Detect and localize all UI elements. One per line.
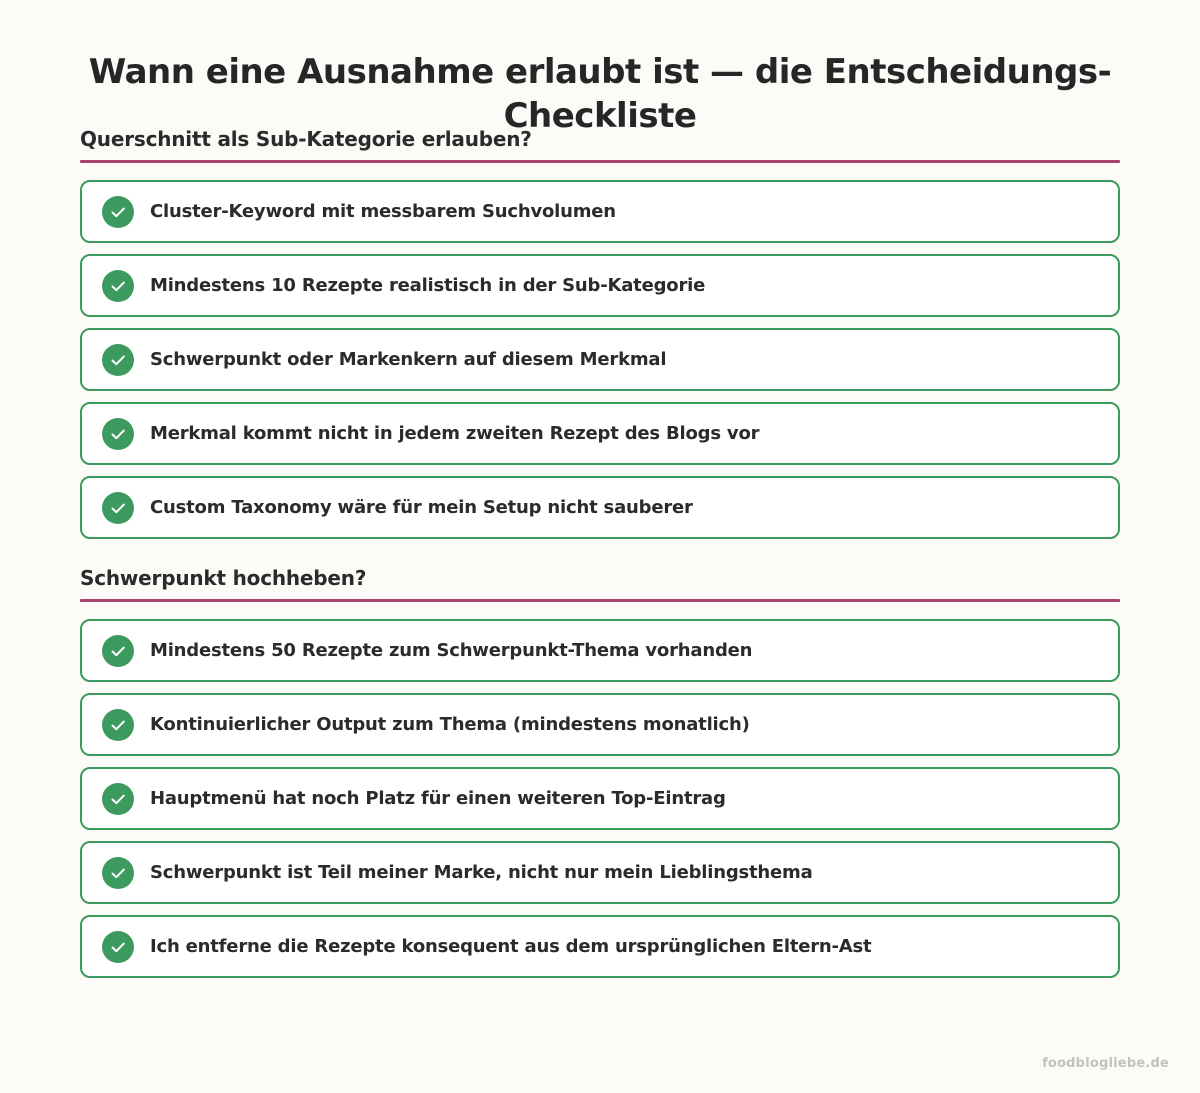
checklist-item-label: Cluster-Keyword mit messbarem Suchvolumen — [150, 201, 616, 222]
checklist-item — [80, 180, 1120, 243]
check-circle-icon — [102, 931, 134, 963]
checklist-item-label: Merkmal kommt nicht in jedem zweiten Rezept des Blogs vor — [150, 423, 760, 444]
checklist-item-label: Mindestens 10 Rezepte realistisch in der Sub-Kategorie — [150, 275, 706, 296]
check-circle-icon — [102, 709, 134, 741]
check-circle-icon — [102, 857, 134, 889]
section-querschnitt — [80, 123, 1120, 550]
check-circle-icon — [102, 783, 134, 815]
check-circle-icon — [102, 344, 134, 376]
checklist-item-label: Schwerpunkt oder Markenkern auf diesem Merkmal — [150, 349, 667, 370]
checklist-item — [80, 328, 1120, 391]
section-heading: Schwerpunkt hochheben? — [80, 566, 367, 590]
checklist-item — [80, 693, 1120, 756]
checklist-item-label: Kontinuierlicher Output zum Thema (mindestens monatlich) — [150, 714, 750, 735]
checklist-item — [80, 767, 1120, 830]
checklist-item — [80, 254, 1120, 317]
checklist-item — [80, 476, 1120, 539]
checklist-item — [80, 402, 1120, 465]
page-title: Wann eine Ausnahme erlaubt ist — die Entscheidungs-Checkliste — [88, 52, 1112, 136]
check-circle-icon — [102, 492, 134, 524]
footer-brand: foodblogliebe.de — [1042, 1056, 1169, 1071]
section-schwerpunkt — [80, 562, 1120, 989]
check-circle-icon — [102, 418, 134, 450]
checklist-item-label: Hauptmenü hat noch Platz für einen weiteren Top-Eintrag — [150, 788, 726, 809]
checklist-item-label: Custom Taxonomy wäre für mein Setup nicht sauberer — [150, 497, 693, 518]
section-divider — [80, 160, 1120, 163]
checklist-item-label: Ich entferne die Rezepte konsequent aus dem ursprünglichen Eltern-Ast — [150, 936, 872, 957]
checklist-item — [80, 915, 1120, 978]
check-circle-icon — [102, 635, 134, 667]
check-circle-icon — [102, 196, 134, 228]
checklist-item-label: Mindestens 50 Rezepte zum Schwerpunkt-Thema vorhanden — [150, 640, 753, 661]
check-circle-icon — [102, 270, 134, 302]
checklist-item-label: Schwerpunkt ist Teil meiner Marke, nicht nur mein Lieblingsthema — [150, 862, 813, 883]
checklist-item — [80, 841, 1120, 904]
section-heading: Querschnitt als Sub-Kategorie erlauben? — [80, 127, 532, 151]
section-divider — [80, 599, 1120, 602]
checklist-item — [80, 619, 1120, 682]
